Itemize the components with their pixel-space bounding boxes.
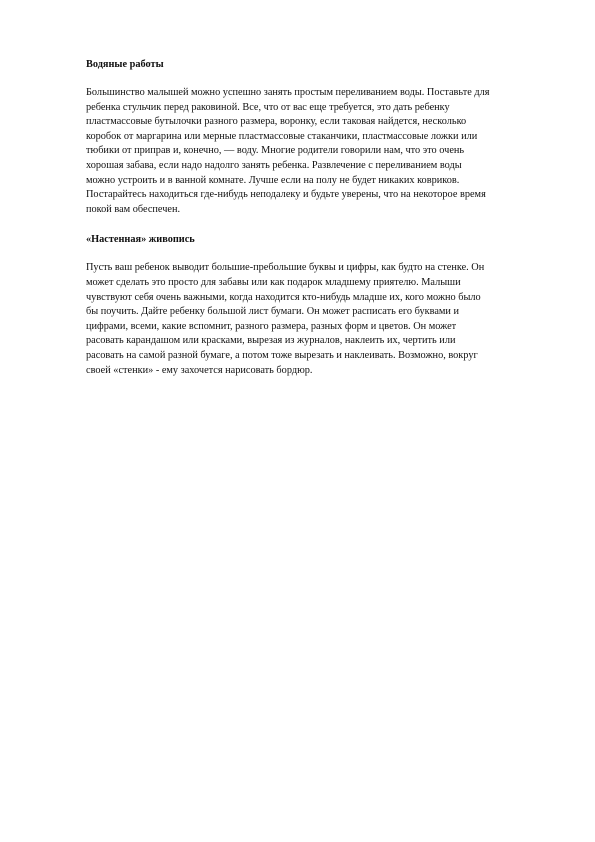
text-line: расовать на самой разной бумаге, а потом тоже вырезать и наклеивать. Возможно, вокруг: [86, 349, 478, 361]
text-line: хорошая забава, если надо надолго занять ребенка. Развлечение с переливанием воды: [86, 159, 462, 171]
text-line: Большинство малышей можно успешно занять простым переливанием воды. Поставьте для: [86, 87, 490, 98]
text-line: может сделать это просто для забавы или как подарок младшему приятелю. Малыши: [86, 276, 461, 288]
section-water-works: [86, 58, 511, 217]
text-line: своей «стенки» - ему захочется нарисовать бордюр.: [86, 364, 313, 376]
section-title: «Настенная» живопись: [86, 234, 195, 246]
document-body: [86, 58, 511, 378]
section-wall-painting: [86, 233, 511, 378]
text-line: чувствуют себя очень важными, когда находится кто-нибудь младше их, кого можно было: [86, 291, 481, 303]
text-line: расовать карандашом или красками, вырезая из журналов, наклеить их, чертить или: [86, 335, 456, 347]
text-line: можно устроить и в ванной комнате. Лучше если на полу не будет никаких ковриков.: [86, 174, 460, 186]
section-title: Водяные работы: [86, 59, 164, 70]
text-line: Постарайтесь находиться где-нибудь неподалеку и будьте уверены, что на некоторое время: [86, 189, 486, 201]
text-line: ребенка стульчик перед раковиной. Все, что от вас еще требуется, это дать ребенку: [86, 101, 450, 113]
text-line: Пусть ваш ребенок выводит большие-пребольшие буквы и цифры, как будто на стенке. Он: [86, 262, 485, 274]
text-line: цифрами, всеми, какие вспомнит, разного размера, разных форм и цветов. Он может: [86, 320, 457, 332]
paragraph: [86, 261, 511, 378]
text-line: покой вам обеспечен.: [86, 203, 181, 215]
text-line: тюбики от приправ и, конечно, — воду. Многие родители говорили нам, что это очень: [86, 145, 465, 157]
text-line: пластмассовые бутылочки разного размера, воронку, если таковая найдется, несколько: [86, 116, 467, 128]
text-line: коробок от маргарина или мерные пластмассовые стаканчики, пластмассовые ложки или: [86, 130, 478, 142]
paragraph: [86, 86, 511, 217]
text-line: бы поучить. Дайте ребенку большой лист бумаги. Он может расписать его буквами и: [86, 306, 460, 318]
